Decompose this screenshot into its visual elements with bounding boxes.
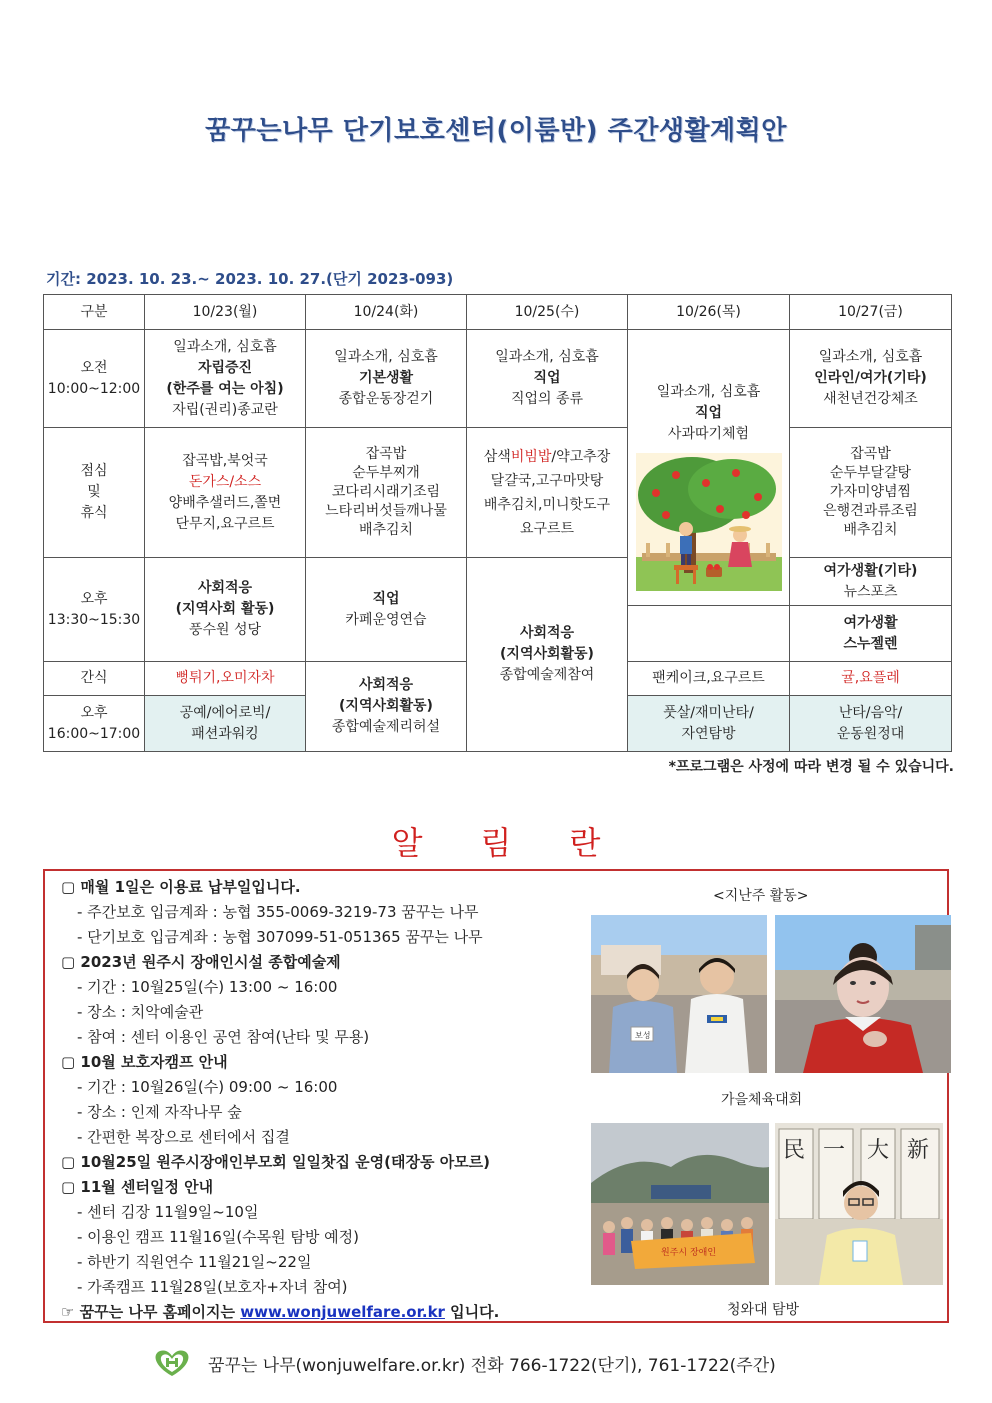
notice-item: - 장소 : 인제 자작나무 숲 bbox=[77, 1103, 242, 1121]
row-label-afternoon: 오후 13:30~15:30 bbox=[44, 558, 145, 662]
header-thu: 10/26(목) bbox=[628, 295, 790, 330]
svg-text:一: 一 bbox=[823, 1138, 846, 1163]
schedule-note: *프로그램은 사정에 따라 변경 될 수 있습니다. bbox=[668, 759, 954, 775]
header-tue: 10/24(화) bbox=[306, 295, 467, 330]
svg-text:大: 大 bbox=[867, 1138, 890, 1163]
photo-cheongwadae-1 bbox=[591, 1123, 769, 1285]
page-title: 꿈꾸는나무 단기보호센터(이룸반) 주간생활계획안 bbox=[205, 116, 787, 146]
logo-icon bbox=[150, 1348, 194, 1378]
mon-morning-cell: 일과소개, 심호흡 자립증진 (한주를 여는 아침) 자립(권리)종교란 bbox=[145, 330, 306, 428]
thu-snack-cell: 팬케이크,요구르트 bbox=[628, 662, 790, 696]
wed-afternoon-cell: 사회적응 (지역사회활동) 종합예술제참여 bbox=[467, 558, 628, 752]
thu-afternoon-empty bbox=[628, 606, 790, 662]
row-label-snack: 간식 bbox=[44, 662, 145, 696]
wed-lunch-cell: 삼색비빔밥/약고추장 달걀국,고구마맛탕 배추김치,미니핫도구 요구르트 bbox=[467, 428, 628, 558]
header-category: 구분 bbox=[44, 295, 145, 330]
weekly-schedule-table bbox=[43, 294, 952, 752]
thu-late-cell: 풋살/재미난타/ 자연탐방 bbox=[628, 696, 790, 752]
badge-label: 보성 bbox=[635, 1031, 651, 1040]
header-fri: 10/27(금) bbox=[790, 295, 952, 330]
mon-lunch-cell: 잡곡밥,북엇국 돈가스/소스 양배추샐러드,쫄면 단무지,요구르트 bbox=[145, 428, 306, 558]
fri-morning-cell: 일과소개, 심호흡 인라인/여가(기타) 새천년건강체조 bbox=[790, 330, 952, 428]
mon-afternoon-cell: 사회적응 (지역사회 활동) 풍수원 성당 bbox=[145, 558, 306, 662]
notice-item: - 장소 : 치악예술관 bbox=[77, 1003, 204, 1021]
tue-lunch-cell: 잡곡밥 순두부찌개 코다리시래기조림 느타리버섯들깨나물 배추김치 bbox=[306, 428, 467, 558]
notice-heading: ▢ 10월 보호자캠프 안내 bbox=[61, 1053, 228, 1071]
fri-lunch-cell: 잡곡밥 순두부달걀탕 가자미양념찜 은행견과류조림 배추김치 bbox=[790, 428, 952, 558]
header-wed: 10/25(수) bbox=[467, 295, 628, 330]
table-header-row bbox=[44, 295, 952, 330]
mon-snack-cell: 뻥튀기,오미자차 bbox=[145, 662, 306, 696]
photo-cheongwadae-2 bbox=[775, 1123, 943, 1285]
footer-contact: 꿈꾸는 나무(wonjuwelfare.or.kr) 전화 766-1722(단기), 761-1722(주간) bbox=[208, 1355, 776, 1376]
row-label-lunch: 점심 및 휴식 bbox=[44, 428, 145, 558]
thu-day-cell: 일과소개, 심호흡 직업 사과따기체험 bbox=[628, 330, 790, 606]
row-label-late-afternoon: 오후 16:00~17:00 bbox=[44, 696, 145, 752]
photos-heading: <지난주 활동> bbox=[713, 888, 809, 904]
homepage-link[interactable]: www.wonjuwelfare.or.kr bbox=[240, 1303, 445, 1321]
notice-item: - 간편한 복장으로 센터에서 집결 bbox=[77, 1128, 290, 1146]
notice-board-title: 알림란 bbox=[391, 824, 659, 862]
notice-item: - 참여 : 센터 이용인 공연 참여(난타 및 무용) bbox=[77, 1028, 370, 1046]
table-row-afternoon bbox=[44, 558, 952, 606]
apple-picking-illustration bbox=[636, 453, 782, 591]
notice-item: - 주간보호 입금계좌 : 농협 355-0069-3219-73 꿈꾸는 나무 bbox=[77, 903, 479, 921]
notice-item: - 센터 김장 11월9일~10일 bbox=[77, 1203, 259, 1221]
tue-late-cell: 사회적응 (지역사회활동) 종합예술제리허설 bbox=[306, 662, 467, 752]
notice-item: - 이용인 캠프 11월16일(수목원 탐방 예정) bbox=[77, 1228, 359, 1246]
row-label-morning: 오전 10:00~12:00 bbox=[44, 330, 145, 428]
photo-caption-cheongwadae: 청와대 탐방 bbox=[727, 1302, 800, 1318]
tue-morning-cell: 일과소개, 심호흡 기본생활 종합운동장걷기 bbox=[306, 330, 467, 428]
homepage-suffix: 입니다. bbox=[444, 1303, 500, 1321]
fri-afternoon-cell-2: 여가생활 스누젤렌 bbox=[790, 606, 952, 662]
photo-caption-sports-day: 가을체육대회 bbox=[721, 1092, 803, 1108]
notice-heading: ▢ 2023년 원주시 장애인시설 종합예술제 bbox=[61, 953, 341, 971]
homepage-line bbox=[61, 1300, 601, 1325]
notice-item: - 단기보호 입금계좌 : 농협 307099-51-051365 꿈꾸는 나무 bbox=[77, 928, 483, 946]
notice-item: - 하반기 직원연수 11월21일~22일 bbox=[77, 1253, 312, 1271]
notice-list bbox=[61, 875, 601, 1325]
table-row-morning bbox=[44, 330, 952, 428]
fri-afternoon-cell-1: 여가생활(기타) 뉴스포츠 bbox=[790, 558, 952, 606]
notice-heading: ▢ 매월 1일은 이용료 납부일입니다. bbox=[61, 878, 301, 896]
svg-text:新: 新 bbox=[907, 1138, 930, 1163]
tue-afternoon-cell: 직업 카페운영연습 bbox=[306, 558, 467, 662]
banner-text: 원주시 장애인 bbox=[661, 1248, 717, 1258]
header-mon: 10/23(월) bbox=[145, 295, 306, 330]
wed-morning-cell: 일과소개, 심호흡 직업 직업의 종류 bbox=[467, 330, 628, 428]
notice-heading: ▢ 10월25일 원주시장애인부모회 일일찻집 운영(태장동 아모르) bbox=[61, 1153, 491, 1171]
fri-snack-cell: 귤,요플레 bbox=[790, 662, 952, 696]
schedule-period: 기간: 2023. 10. 23.~ 2023. 10. 27.(단기 2023-093) bbox=[46, 270, 454, 288]
photo-sports-day-1 bbox=[591, 915, 767, 1073]
mon-late-cell: 공예/에어로빅/ 패션과워킹 bbox=[145, 696, 306, 752]
notice-item: - 가족캠프 11월28일(보호자+자녀 참여) bbox=[77, 1278, 348, 1296]
fri-late-cell: 난타/음악/ 운동원정대 bbox=[790, 696, 952, 752]
table-row-lunch bbox=[44, 428, 952, 558]
notice-board bbox=[43, 869, 949, 1323]
svg-text:民: 民 bbox=[783, 1138, 806, 1163]
notice-item: - 기간 : 10월26일(수) 09:00 ~ 16:00 bbox=[77, 1078, 338, 1096]
homepage-prefix: ☞ 꿈꾸는 나무 홈페이지는 bbox=[61, 1303, 241, 1321]
photo-sports-day-2 bbox=[775, 915, 951, 1073]
notice-item: - 기간 : 10월25일(수) 13:00 ~ 16:00 bbox=[77, 978, 338, 996]
notice-heading: ▢ 11월 센터일정 안내 bbox=[61, 1178, 214, 1196]
footer bbox=[150, 1348, 776, 1378]
